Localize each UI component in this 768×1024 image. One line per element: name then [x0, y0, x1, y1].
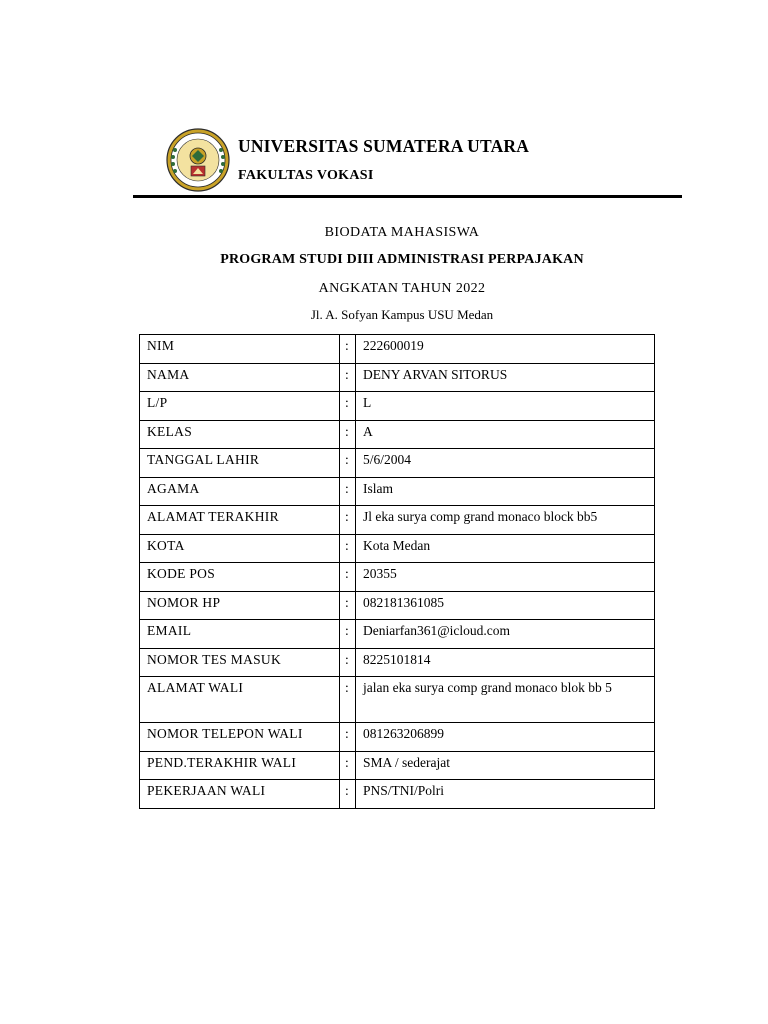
- table-row: [140, 392, 655, 421]
- field-label: ALAMAT TERAKHIR: [140, 506, 340, 535]
- table-row: [140, 534, 655, 563]
- document-title: BIODATA MAHASISWA: [324, 225, 480, 240]
- field-value: DENY ARVAN SITORUS: [356, 363, 655, 392]
- field-label: ALAMAT WALI: [140, 677, 340, 723]
- field-label: NIM: [140, 335, 340, 364]
- field-label: AGAMA: [140, 477, 340, 506]
- field-separator: :: [340, 449, 356, 478]
- table-row: [140, 420, 655, 449]
- field-separator: :: [340, 780, 356, 809]
- field-separator: :: [340, 506, 356, 535]
- field-value: 081263206899: [356, 723, 655, 752]
- table-row: [140, 677, 655, 723]
- field-value: Jl eka surya comp grand monaco block bb5: [356, 506, 655, 535]
- biodata-table: [139, 334, 655, 809]
- field-separator: :: [340, 723, 356, 752]
- field-value: 082181361085: [356, 591, 655, 620]
- table-row: [140, 563, 655, 592]
- field-value: jalan eka surya comp grand monaco blok bb 5: [356, 677, 655, 723]
- field-value: 20355: [356, 563, 655, 592]
- header-rule: [133, 195, 682, 198]
- field-separator: :: [340, 591, 356, 620]
- table-row: [140, 751, 655, 780]
- angkatan-year: ANGKATAN TAHUN 2022: [318, 281, 486, 296]
- field-separator: :: [340, 420, 356, 449]
- field-value: Deniarfan361@icloud.com: [356, 620, 655, 649]
- field-separator: :: [340, 392, 356, 421]
- field-label: PEKERJAAN WALI: [140, 780, 340, 809]
- table-row: [140, 335, 655, 364]
- field-label: NOMOR HP: [140, 591, 340, 620]
- field-separator: :: [340, 677, 356, 723]
- field-separator: :: [340, 363, 356, 392]
- table-row: [140, 723, 655, 752]
- field-label: L/P: [140, 392, 340, 421]
- field-value: 222600019: [356, 335, 655, 364]
- table-row: [140, 780, 655, 809]
- table-row: [140, 363, 655, 392]
- field-label: NOMOR TELEPON WALI: [140, 723, 340, 752]
- field-label: NOMOR TES MASUK: [140, 648, 340, 677]
- field-separator: :: [340, 335, 356, 364]
- table-row: [140, 648, 655, 677]
- field-value: 8225101814: [356, 648, 655, 677]
- field-value: Islam: [356, 477, 655, 506]
- field-separator: :: [340, 563, 356, 592]
- field-separator: :: [340, 477, 356, 506]
- field-value: 5/6/2004: [356, 449, 655, 478]
- table-row: [140, 620, 655, 649]
- field-label: TANGGAL LAHIR: [140, 449, 340, 478]
- field-value: Kota Medan: [356, 534, 655, 563]
- faculty-name: FAKULTAS VOKASI: [238, 168, 374, 183]
- field-separator: :: [340, 620, 356, 649]
- field-label: EMAIL: [140, 620, 340, 649]
- field-separator: :: [340, 648, 356, 677]
- field-value: L: [356, 392, 655, 421]
- table-row: [140, 506, 655, 535]
- program-name: PROGRAM STUDI DIII ADMINISTRASI PERPAJAKAN: [220, 252, 584, 267]
- table-row: [140, 591, 655, 620]
- field-value: PNS/TNI/Polri: [356, 780, 655, 809]
- field-separator: :: [340, 534, 356, 563]
- field-label: KOTA: [140, 534, 340, 563]
- field-value: A: [356, 420, 655, 449]
- field-separator: :: [340, 751, 356, 780]
- university-logo: [166, 128, 230, 192]
- table-row: [140, 449, 655, 478]
- table-row: [140, 477, 655, 506]
- campus-address: Jl. A. Sofyan Kampus USU Medan: [310, 307, 494, 322]
- field-value: SMA / sederajat: [356, 751, 655, 780]
- university-name: UNIVERSITAS SUMATERA UTARA: [238, 136, 530, 156]
- field-label: NAMA: [140, 363, 340, 392]
- field-label: KELAS: [140, 420, 340, 449]
- field-label: PEND.TERAKHIR WALI: [140, 751, 340, 780]
- field-label: KODE POS: [140, 563, 340, 592]
